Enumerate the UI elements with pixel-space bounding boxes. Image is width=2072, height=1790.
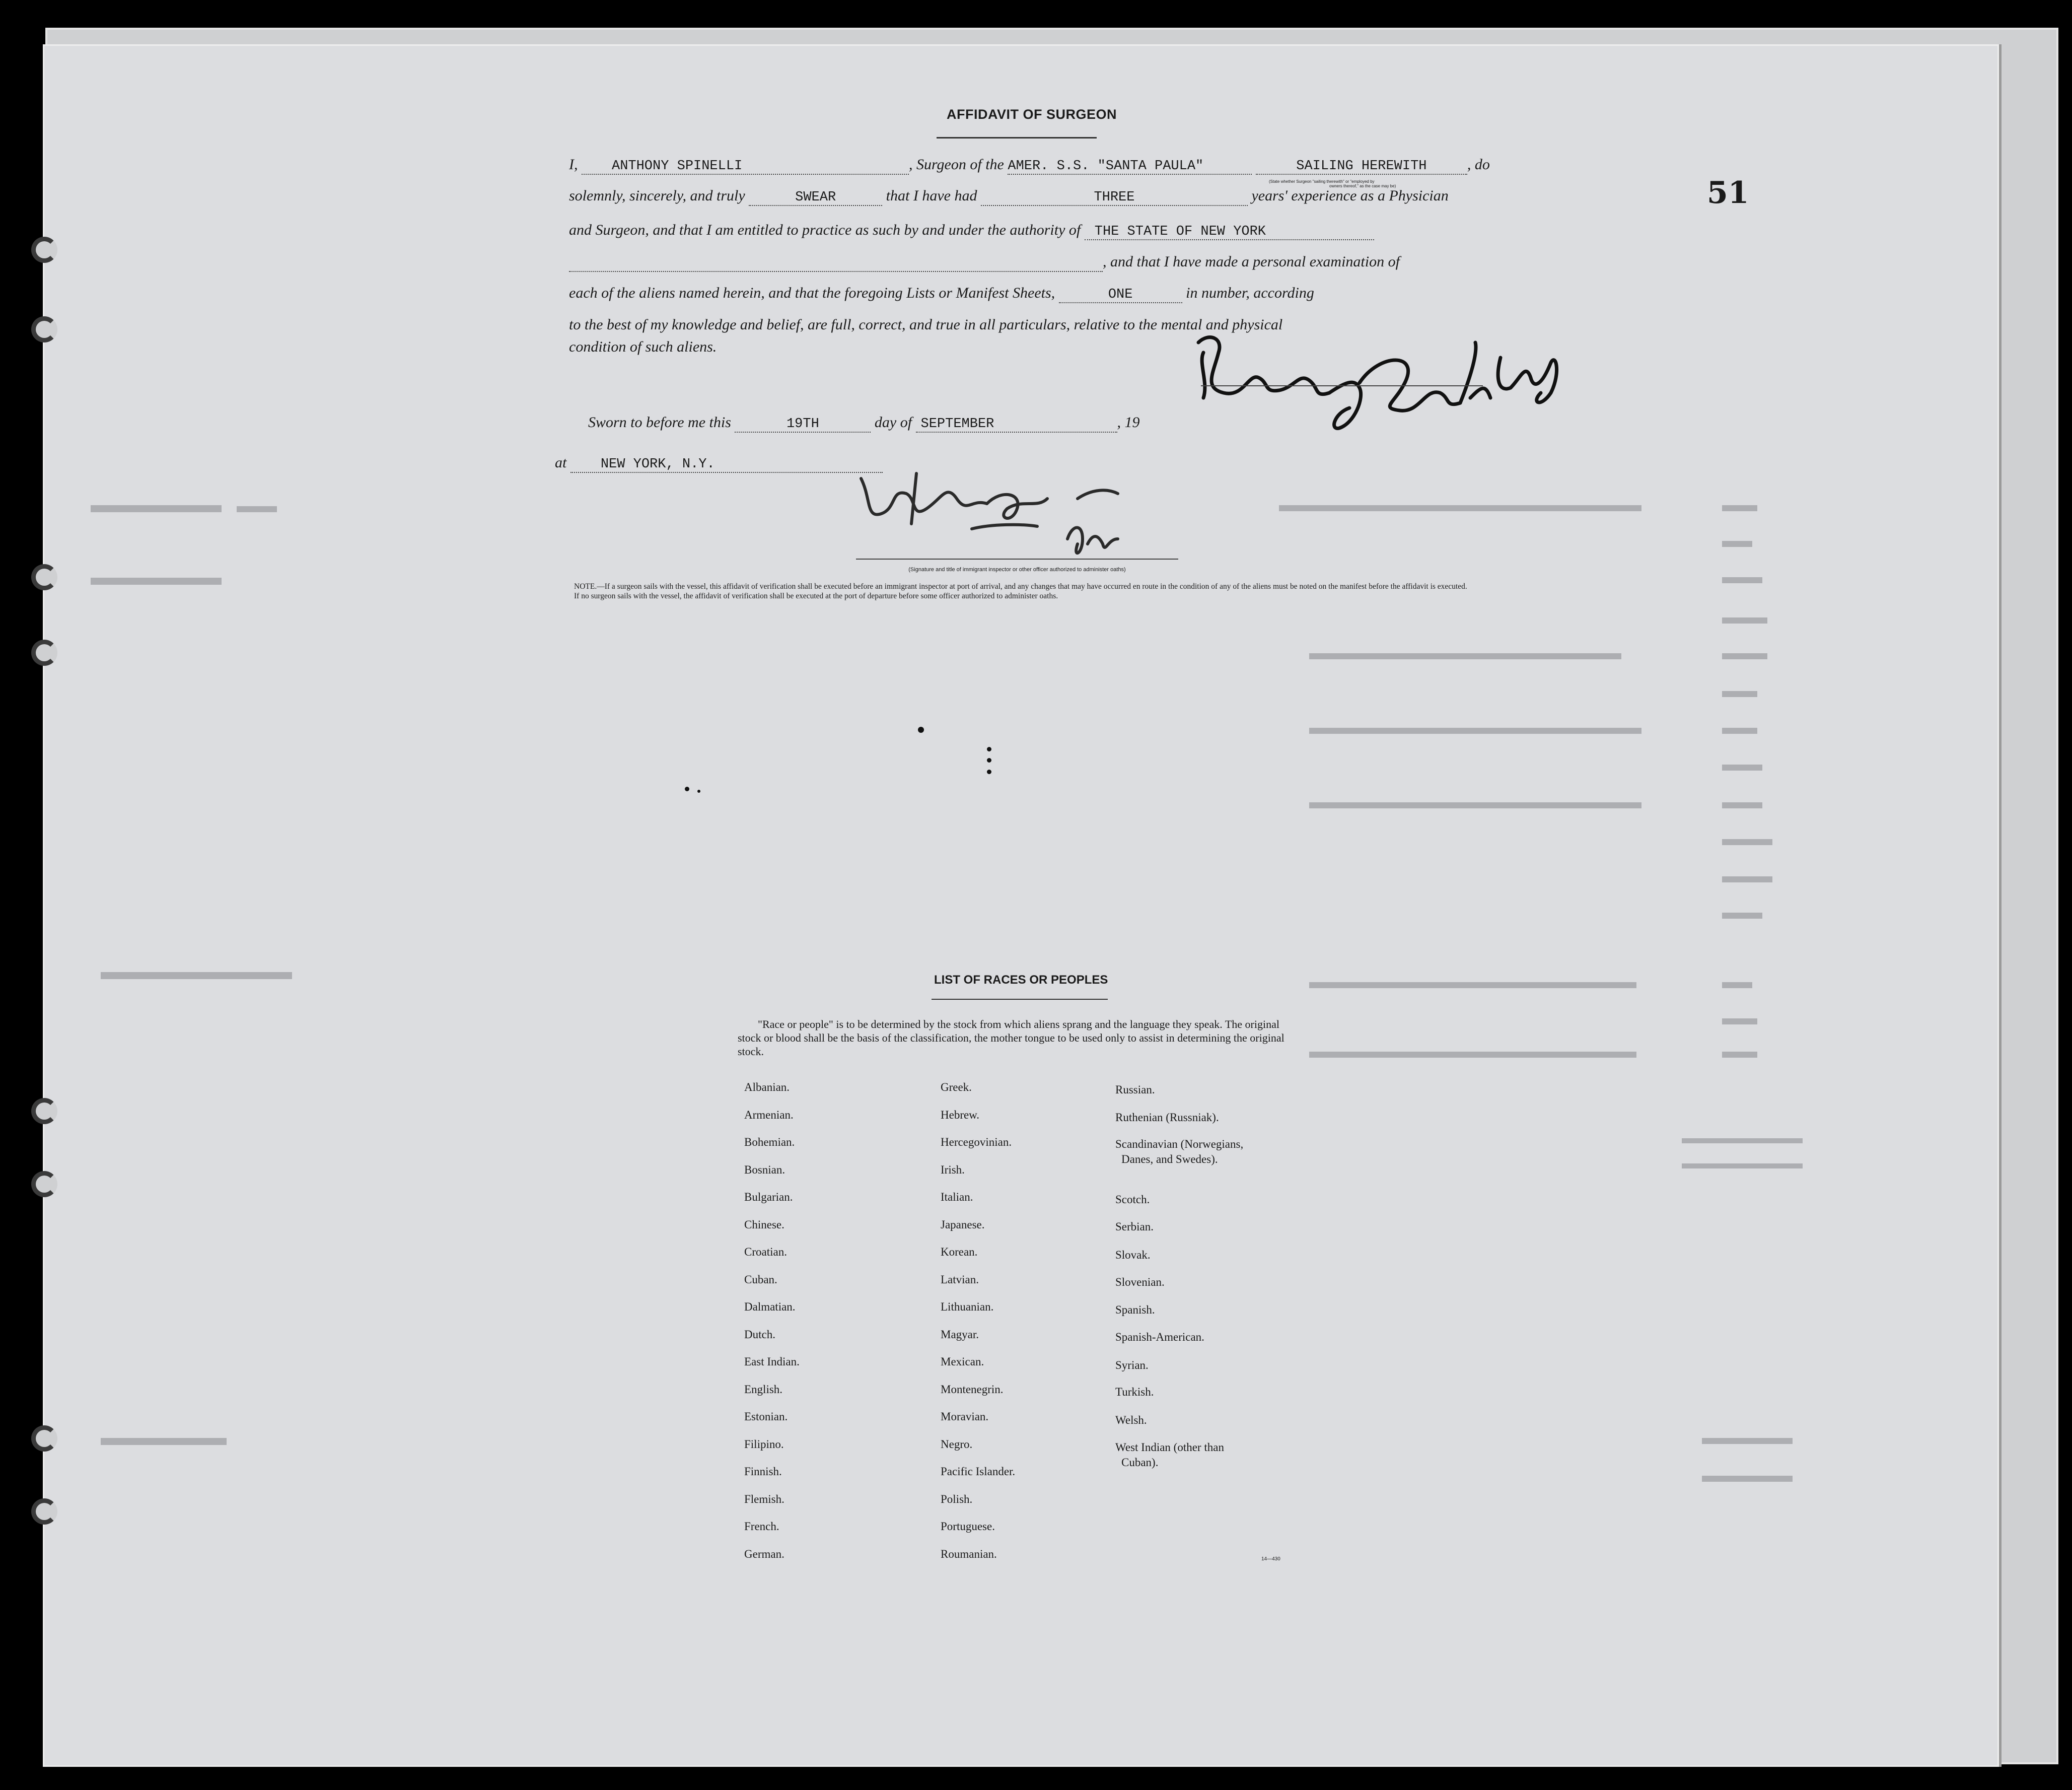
surgeon-signature-line [1201,385,1483,386]
line6-text: to the best of my knowledge and belief, are full, correct, and true in all particulars, relative to the mental and physical [569,316,1283,333]
race-item: Turkish. [1115,1386,1154,1398]
sworn-day-field: 19TH [735,417,871,433]
race-item: Greek. [941,1081,972,1093]
race-item: German. [744,1547,784,1560]
bleed-through-mark [1722,913,1762,919]
race-item: Moravian. [941,1410,989,1423]
status-note-line-2: owners thereof," as the case may be) [1329,184,1396,188]
line5-suffix: in number, according [1186,285,1314,301]
race-item: Flemish. [744,1492,784,1505]
bleed-through-mark [101,1438,227,1445]
sworn-middle: day of [874,414,912,431]
line2-middle: that I have had [886,187,977,204]
affidavit-line-7 [569,338,717,356]
bleed-through-mark [1722,876,1772,882]
race-item: Spanish-American. [1115,1331,1204,1343]
sworn-prefix: Sworn to before me this [588,414,731,431]
surgeon-status-field: SAILING HEREWITH [1256,159,1467,175]
line3-text: and Surgeon, and that I am entitled to practice as such by and under the authority of [569,222,1081,238]
race-item: Hebrew. [941,1108,980,1121]
affidavit-title: AFFIDAVIT OF SURGEON [947,107,1117,122]
surgeon-signature [1188,322,1571,433]
race-item: East Indian. [744,1355,800,1368]
bleed-through-mark [1722,505,1757,511]
sworn-line [588,414,1140,433]
line5-prefix: each of the aliens named herein, and that the foregoing Lists or Manifest Sheets, [569,285,1055,301]
race-item: Bosnian. [744,1163,785,1176]
bleed-through-mark [91,578,222,585]
bleed-through-mark [1309,802,1641,808]
binder-hole [31,640,57,666]
bleed-through-mark [1279,505,1641,511]
binder-hole [31,237,57,263]
race-item: Bohemian. [744,1136,795,1148]
race-item: Magyar. [941,1328,979,1341]
bleed-through-mark [1722,541,1752,547]
bleed-through-mark [1309,982,1636,988]
inspector-signature-caption: (Signature and title of immigrant inspector or other officer authorized to administer oaths) [908,567,1126,573]
note-label: NOTE. [574,582,597,591]
authority-field: THE STATE OF NEW YORK [1085,224,1374,240]
bleed-through-mark [1722,802,1762,808]
bleed-through-mark [1722,1018,1757,1024]
binder-hole [31,316,57,342]
race-item: Montenegrin. [941,1383,1004,1396]
authority-continuation-field [569,256,1103,272]
line4-text: , and that I have made a personal examination of [1103,253,1400,270]
title-rule [937,137,1097,139]
races-title-rule [932,999,1108,1000]
place-line [555,454,883,473]
ink-speck [697,790,700,793]
race-item: Pacific Islander. [941,1465,1016,1478]
race-item: Serbian. [1115,1220,1154,1233]
note-text-1: —If a surgeon sails with the vessel, this affidavit of verification shall be executed before an immigrant inspector at port of arrival, and any changes that may have occurred en route in the condition of any of the aliens must be noted on the manifest before the affidavit is executed. [597,582,1467,591]
race-item: Roumanian. [941,1547,997,1560]
race-item: Danes, and Swedes). [1121,1153,1218,1165]
bleed-through-mark [1722,577,1762,583]
race-item: Ruthenian (Russniak). [1115,1111,1219,1124]
bleed-through-mark [1309,1052,1636,1058]
affidavit-line-4 [569,253,1400,272]
place-field: NEW YORK, N.Y. [570,457,883,473]
sheet-count-field: ONE [1059,287,1182,303]
inspector-signature [856,468,1178,569]
affidavit-line-2 [569,187,1449,206]
race-item: Italian. [941,1191,973,1203]
affidavit-note [539,582,1506,601]
note-paragraph-1 [539,582,1506,591]
bleed-through-mark [101,972,292,979]
affidavit-line-3 [569,222,1374,240]
bleed-through-mark [91,505,222,512]
bleed-through-mark [1722,691,1757,697]
race-item: Croatian. [744,1246,787,1258]
race-item: Syrian. [1115,1359,1149,1371]
sworn-month-field: SEPTEMBER [916,417,1117,433]
binder-hole [31,1425,57,1452]
years-experience-field: THREE [981,190,1248,206]
race-item: Polish. [941,1492,973,1505]
bleed-through-mark [1722,653,1767,659]
race-item: Spanish. [1115,1303,1155,1316]
race-item: Portuguese. [941,1520,995,1533]
page-number: 51 [1707,175,1749,211]
form-number: 14—430 [1261,1556,1280,1562]
race-item: Welsh. [1115,1414,1147,1426]
bleed-through-mark [1722,728,1757,734]
line1-prefix: I, [569,156,578,173]
binder-hole [31,1098,57,1124]
note-paragraph-2: If no surgeon sails with the vessel, the affidavit of verification shall be executed at the port of departure before some officer authorized to administer oaths. [574,592,1058,600]
race-item: Chinese. [744,1218,784,1231]
race-item: Slovak. [1115,1249,1151,1261]
vessel-name-field: AMER. S.S. "SANTA PAULA" [1008,159,1252,175]
binder-hole [31,1171,57,1197]
race-item: Dalmatian. [744,1300,796,1313]
bleed-through-mark [1682,1138,1803,1143]
race-item: Korean. [941,1246,978,1258]
line1-suffix: , do [1467,156,1490,173]
binder-hole [31,1498,57,1525]
status-note-line-1: (State whether Surgeon "sailing therewith" or "employed by [1269,179,1375,184]
bleed-through-mark [1722,1052,1757,1058]
race-item: Scandinavian (Norwegians, [1115,1138,1244,1150]
races-title: LIST OF RACES OR PEOPLES [934,973,1108,987]
race-item: Cuban). [1121,1456,1159,1469]
race-item: Latvian. [941,1273,979,1286]
bleed-through-mark [1309,653,1621,659]
bleed-through-mark [1702,1438,1793,1444]
races-intro: "Race or people" is to be determined by the stock from which aliens sprang and the language they speak. The original stock or blood shall be the basis of the classification, the mother tongue to be used only to assist in determining the original stock. [738,1018,1284,1058]
race-item: Armenian. [744,1108,794,1121]
ink-speck [987,747,991,751]
race-item: Dutch. [744,1328,775,1341]
ink-speck [987,770,991,774]
bleed-through-mark [1702,1476,1793,1482]
bleed-through-mark [1309,728,1641,734]
race-item: Cuban. [744,1273,777,1286]
race-item: French. [744,1520,779,1533]
ink-speck [987,758,991,763]
bleed-through-mark [1722,982,1752,988]
affidavit-line-1 [569,156,1490,175]
race-item: Filipino. [744,1437,784,1451]
race-item: Albanian. [744,1081,790,1093]
ink-speck [918,727,924,733]
bleed-through-mark [237,506,277,512]
race-item: Bulgarian. [744,1191,793,1203]
line2-suffix: years' experience as a Physician [1251,187,1449,204]
affidavit-line-6 [569,316,1282,333]
race-item: Russian. [1115,1083,1155,1096]
race-item: Negro. [941,1437,973,1451]
line7-text: condition of such aliens. [569,338,717,355]
place-prefix: at [555,454,567,471]
line1-middle: , Surgeon of the [909,156,1004,173]
bleed-through-mark [1722,839,1772,845]
race-item: Mexican. [941,1355,984,1368]
race-item: English. [744,1383,783,1396]
line2-prefix: solemnly, sincerely, and truly [569,187,745,204]
race-item: Estonian. [744,1410,788,1423]
race-item: Finnish. [744,1465,782,1478]
bleed-through-mark [1722,617,1767,624]
race-item: Lithuanian. [941,1300,994,1313]
race-item: Irish. [941,1163,965,1176]
ink-speck [685,787,689,791]
race-item: West Indian (other than [1115,1441,1224,1454]
race-item: Slovenian. [1115,1276,1165,1288]
affidavit-line-5 [569,285,1314,303]
oath-field: SWEAR [749,190,882,206]
bleed-through-mark [1682,1163,1803,1168]
sworn-suffix: , 19 [1117,414,1140,431]
binder-hole [31,564,57,590]
race-item: Hercegovinian. [941,1136,1012,1148]
race-item: Scotch. [1115,1193,1150,1206]
surgeon-name-field: ANTHONY SPINELLI [582,159,909,175]
race-item: Japanese. [941,1218,985,1231]
bleed-through-mark [1722,765,1762,771]
